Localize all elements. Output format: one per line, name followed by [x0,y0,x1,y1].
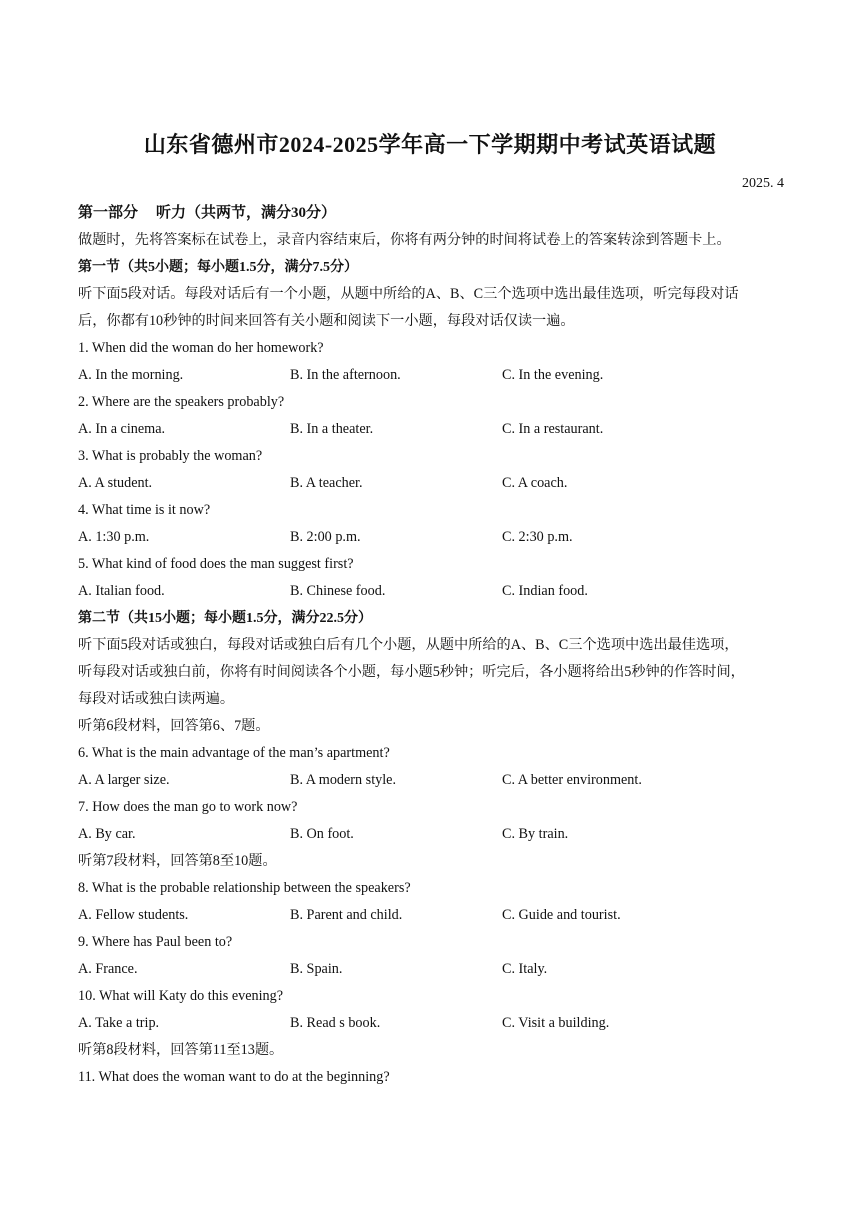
exam-date: 2025. 4 [742,176,784,191]
question-text: 11. What does the woman want to do at the beginning? [78,1069,390,1085]
question-options [78,578,784,605]
option-b: B. Chinese food. [290,583,386,599]
option-b: B. Parent and child. [290,907,403,923]
option-a: A. Italian food. [78,583,165,599]
question-text: 3. What is probably the woman? [78,448,263,464]
question-options [78,956,784,983]
section-instruction-line: 听下面5段对话。每段对话后有一个小题，从题中所给的A、B、C三个选项中选出最佳选项，听完每段对话 [78,286,739,302]
option-a: A. By car. [78,826,136,842]
option-c: C. 2:30 p.m. [502,529,573,545]
question-options [78,416,784,443]
option-a: A. A larger size. [78,772,170,788]
section-instruction-line: 听下面5段对话或独白，每段对话或独白后有几个小题，从题中所给的A、B、C三个选项中选出最佳选项， [78,637,739,653]
option-b: B. In a theater. [290,421,374,437]
question-options [78,1010,784,1037]
question-options [78,767,784,794]
option-b: B. 2:00 p.m. [290,529,361,545]
option-a: A. 1:30 p.m. [78,529,150,545]
exam-content [78,200,784,1091]
material-note: 听第8段材料，回答第11至13题。 [78,1042,284,1058]
option-c: C. A coach. [502,475,568,491]
question-text: 8. What is the probable relationship between the speakers? [78,880,411,896]
section-instruction-line: 听每段对话或独白前，你将有时间阅读各个小题，每小题5秒钟；听完后，各小题将给出5秒钟的作答时间， [78,664,745,680]
section-instruction-line: 后，你都有10秒钟的时间来回答有关小题和阅读下一小题，每段对话仅读一遍。 [78,313,575,329]
option-b: B. Read s book. [290,1015,381,1031]
question-text: 9. Where has Paul been to? [78,934,233,950]
question-text: 5. What kind of food does the man suggest first? [78,556,354,572]
question-text: 2. Where are the speakers probably? [78,394,285,410]
material-note: 听第6段材料，回答第6、7题。 [78,718,270,734]
section-heading-1: 第一节（共5小题；每小题1.5分，满分7.5分） [78,260,358,275]
option-a: A. In the morning. [78,367,184,383]
question-options [78,362,784,389]
option-c: C. Italy. [502,961,548,977]
option-a: A. France. [78,961,138,977]
question-options [78,902,784,929]
option-a: A. Take a trip. [78,1015,160,1031]
page-title: 山东省德州市2024-2025学年高一下学期期中考试英语试题 [143,132,717,157]
question-options [78,524,784,551]
section-heading-2: 第二节（共15小题；每小题1.5分，满分22.5分） [78,611,372,626]
option-c: C. Indian food. [502,583,588,599]
question-text: 6. What is the main advantage of the man’s apartment? [78,745,390,761]
material-note: 听第7段材料，回答第8至10题。 [78,853,277,869]
option-b: B. On foot. [290,826,354,842]
option-b: B. A teacher. [290,475,363,491]
part-title: 听力（共两节，满分30分） [156,205,337,221]
question-text: 1. When did the woman do her homework? [78,340,324,356]
option-c: C. In the evening. [502,367,604,383]
part-heading [78,200,784,227]
question-text: 4. What time is it now? [78,502,211,518]
option-c: C. Visit a building. [502,1015,610,1031]
section-instruction-line: 每段对话或独白读两遍。 [78,691,235,707]
part-instruction: 做题时，先将答案标在试卷上，录音内容结束后，你将有两分钟的时间将试卷上的答案转涂到答题卡上。 [78,232,731,248]
option-c: C. In a restaurant. [502,421,604,437]
question-text: 10. What will Katy do this evening? [78,988,284,1004]
option-a: A. In a cinema. [78,421,166,437]
option-c: C. By train. [502,826,569,842]
option-c: C. Guide and tourist. [502,907,621,923]
option-a: A. Fellow students. [78,907,189,923]
question-options [78,470,784,497]
option-c: C. A better environment. [502,772,642,788]
question-options [78,821,784,848]
question-text: 7. How does the man go to work now? [78,799,298,815]
option-b: B. Spain. [290,961,343,977]
option-b: B. A modern style. [290,772,397,788]
part-number: 第一部分 [78,205,139,221]
option-b: B. In the afternoon. [290,367,401,383]
option-a: A. A student. [78,475,153,491]
